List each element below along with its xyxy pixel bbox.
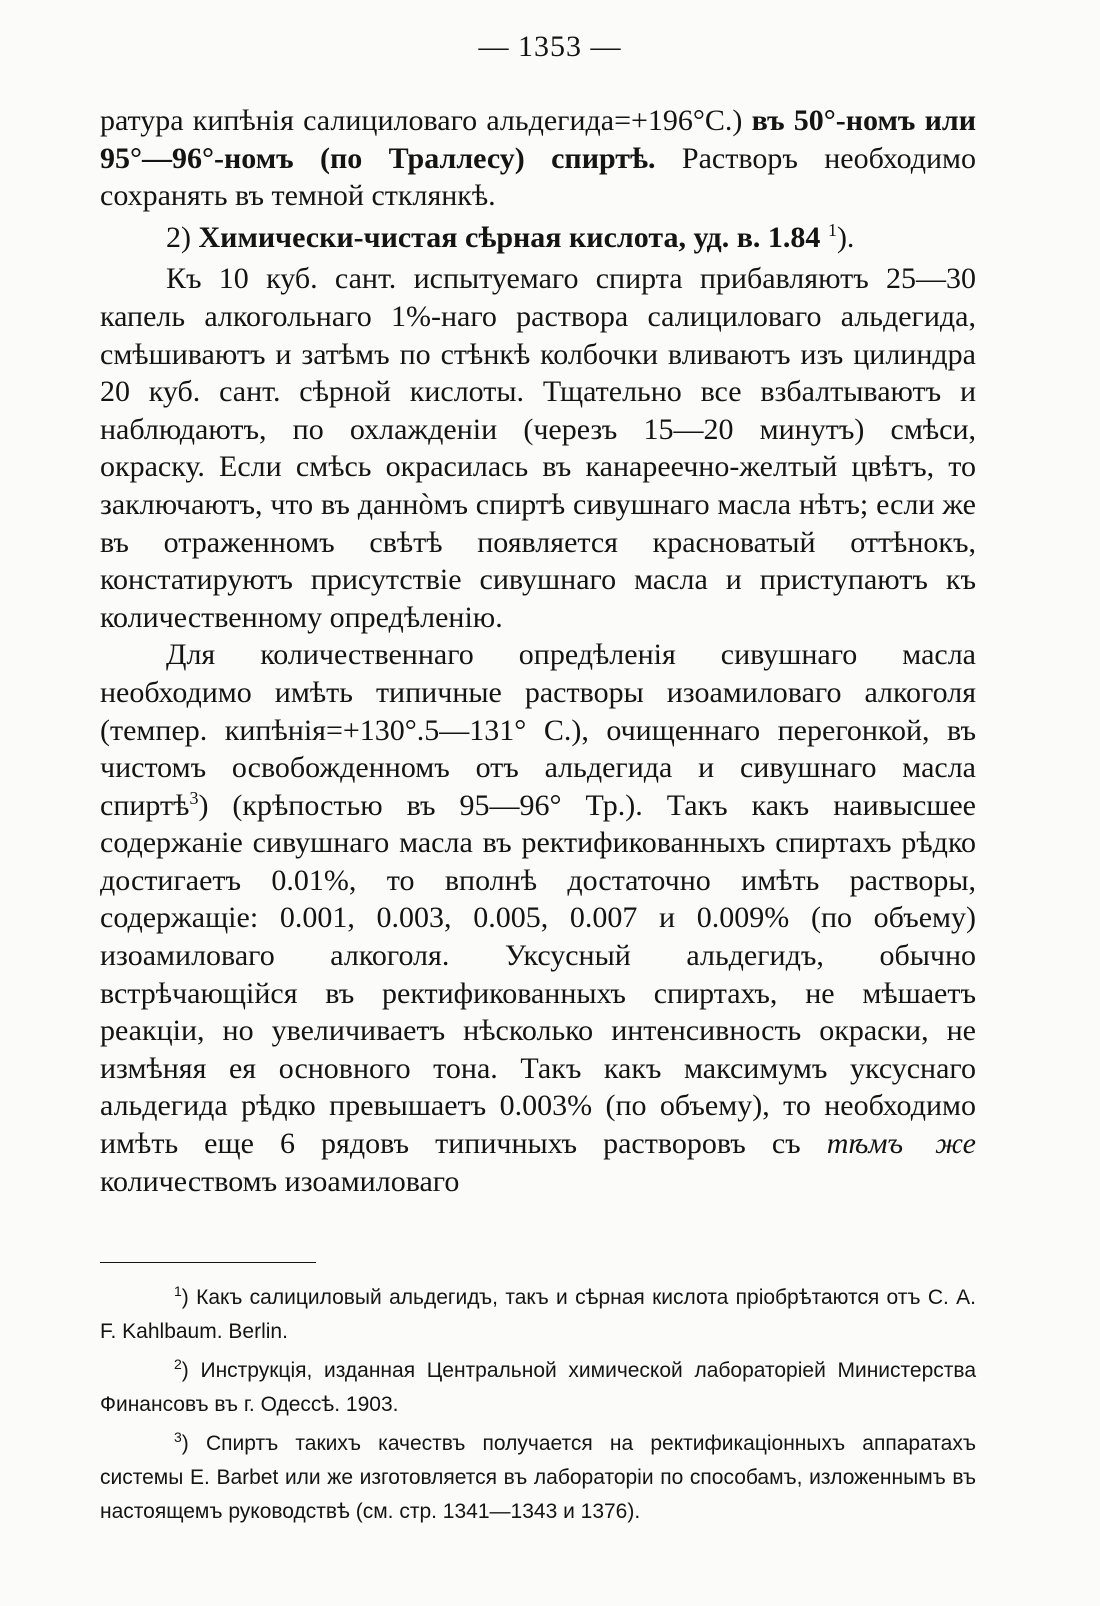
footnote-ref-3: 3 [189, 787, 199, 808]
footnote-3-mark: 3 [174, 1429, 182, 1446]
page-number: — 1353 — [478, 30, 622, 63]
paragraph-procedure: Къ 10 куб. сант. испытуемаго спирта прибавляютъ 25—30 капель алкогольнаго 1%-наго раствора салициловаго альдегида, смѣшиваютъ и затѣмъ по стѣнкѣ колбочки вливаютъ изъ цилиндра 20 куб. сант. сѣрной кислоты. Тщательно все взбалтываютъ и наблюдаютъ, по охлажденіи (черезъ 15—20 минутъ) смѣси, окраску. Если смѣсь окрасилась въ канареечно-желтый цвѣтъ, то заключаютъ, что въ даннòмъ спиртѣ сивушнаго масла нѣтъ; если же въ отраженномъ свѣтѣ появляется красноватый оттѣнокъ, констатируютъ присутствіе сивушнаго масла и приступаютъ къ количественному опредѣленію. [100, 262, 976, 634]
p1-bold-text: въ 50°-номъ или 95°—96°-номъ (по Траллесу) спиртѣ. [100, 104, 976, 175]
section-heading [100, 219, 976, 257]
footnote-ref-1: 1 [827, 219, 837, 240]
p3-text-middle: ) (крѣпостью въ 95—96° Тр.). Такъ какъ наивысшее содержаніе сивушнаго масла въ ректификованныхъ спиртахъ рѣдко достигаетъ 0.01%, то вполнѣ достаточно имѣть растворы, содержащіе: 0.001, 0.003, 0.005, 0.007 и 0.009% (по объему) изоамиловаго алкоголя. Уксусный альдегидъ, обычно встрѣчающійся въ ректификованныхъ спиртахъ, не мѣшаетъ реакціи, но увеличиваетъ нѣсколько интенсивность окраски, не измѣняя ея основного тона. Такъ какъ максимумъ уксуснаго альдегида рѣдко превышаетъ 0.003% (по объему), то необходимо имѣть еще 6 рядовъ типичныхъ растворовъ съ [100, 788, 976, 1161]
paragraph-quantitative [100, 636, 976, 1200]
p3-text-start: Для количественнаго опредѣленія сивушнаго масла необходимо имѣть типичные растворы изоамиловаго алкоголя (темпер. кипѣнія=+130°.5—131° С.), очищеннаго перегонкой, въ чистомъ освобожденномъ отъ альдегида и сивушнаго масла спиртѣ [100, 638, 976, 822]
footnote-2-text: ) Инструкція, изданная Центральной химической лабораторіей Министерства Финансовъ въ г. Одессѣ. 1903. [100, 1359, 976, 1416]
footnotes [100, 1281, 976, 1534]
footnote-1 [100, 1281, 976, 1348]
paragraph-continuation [100, 102, 976, 215]
p1-text-start: ратура кипѣнія салициловаго альдегида=+196°С.) [100, 104, 752, 137]
p3-text-end: количествомъ изоамиловаго [100, 1164, 460, 1198]
heading-text: Химически-чистая сѣрная кислота, уд. в. 1.84 [198, 220, 821, 254]
footnote-3 [100, 1427, 976, 1528]
footnote-2 [100, 1354, 976, 1421]
footnote-1-text: ) Какъ салициловый альдегидъ, такъ и сѣрная кислота пріобрѣтаются отъ С. А. F. Kahlbaum. Berlin. [100, 1286, 976, 1343]
p1-text-end: Растворъ необходимо сохранять въ темной стклянкѣ. [100, 141, 977, 213]
footnote-3-text: ) Спиртъ такихъ качествъ получается на ректификаціонныхъ аппаратахъ системы E. Barbet или же изготовляется въ лабораторіи по способамъ, изложеннымъ въ настоящемъ руководствѣ (см. стр. 1341—1343 и 1376). [100, 1432, 976, 1523]
footnote-1-mark: 1 [174, 1283, 182, 1299]
heading-number: 2) [166, 220, 199, 254]
p3-italic-text: тѣмъ же [826, 1127, 977, 1161]
body-text [100, 102, 976, 1200]
footnote-2-mark: 2 [174, 1356, 182, 1373]
heading-closing: ). [836, 220, 855, 254]
footnote-divider [100, 1262, 316, 1263]
